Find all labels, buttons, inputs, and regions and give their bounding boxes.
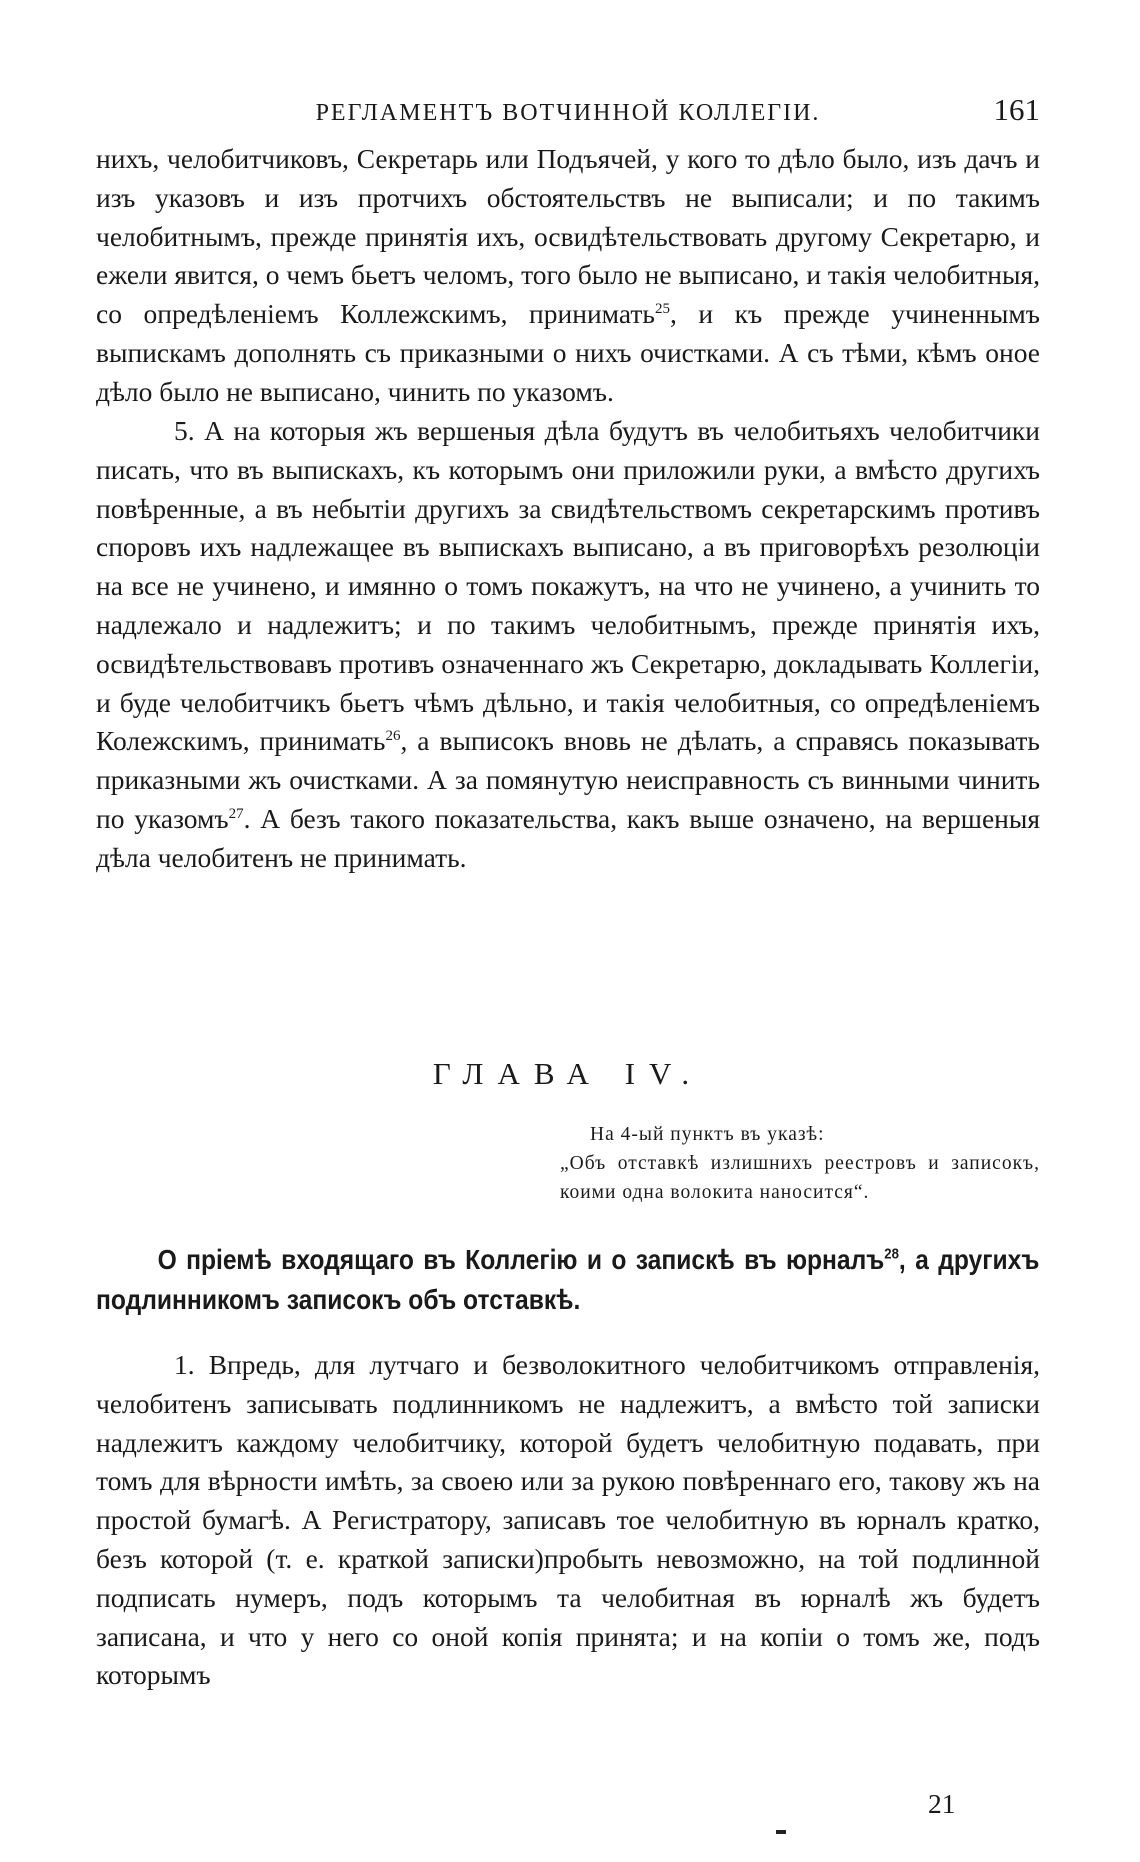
footnote-marker: 26 <box>385 728 401 745</box>
paragraph-text: 1. Впредь, для лутчаго и безволокитного челобитчикомъ отправленія, челобитенъ записывать подлинникомъ не надлежитъ, а вмѣсто той записки надлежитъ каждому челобитчику, которой будетъ челобитную подавать, при томъ для вѣрности имѣть, за своею или за рукою повѣреннаго его, такову жъ на простой бумагѣ. А Регистратору, записавъ тое челобитную въ юрналъ кратко, безъ которой (т. е. краткой записки)пробыть невозможно, на той подлинной подписать нумеръ, подъ которымъ та челобитная въ юрналѣ жъ будетъ записана, и что у него со оной копія принята; и на копіи о томъ же, подъ которымъ <box>96 1349 1040 1691</box>
epigraph-lead: На 4-ый пунктъ въ указѣ: <box>590 1124 825 1145</box>
chapter-title: ГЛАВА IV. <box>432 1056 704 1091</box>
paragraph-text: , и къ прежде учиненнымъ выпискамъ дополнять съ приказными о нихъ очистками. А съ тѣми, кѣмъ оное дѣло было не выписано, чинить по указомъ. <box>96 298 1040 407</box>
printer-signature: 21 <box>928 1788 956 1819</box>
footnote-marker: 27 <box>228 805 244 822</box>
paragraph-text: . А безъ такого показательства, какъ выше означено, на вершеныя дѣла челобитенъ не принимать. <box>96 802 1041 873</box>
epigraph-quote: „Объ отставкѣ излишнихъ реестровъ и записокъ, коими одна волокита наносится“. <box>560 1153 1040 1203</box>
ink-speck <box>776 1830 786 1834</box>
epigraph <box>560 1120 1040 1207</box>
paragraph-item-5 <box>96 412 1040 878</box>
page-number: 161 <box>993 92 1040 127</box>
paragraph-text: нихъ, челобитчиковъ, Секретарь или Подъячей, у кого то дѣло было, изъ дачъ и изъ указовъ и изъ протчихъ обстоятельствъ не выписали; и по такимъ челобитнымъ, прежде принятія ихъ, освидѣтельствовать другому Секретарю, и ежели явится, о чемъ бьетъ челомъ, того было не выписано, и такія челобитныя, со опредѣленіемъ Коллежскимъ, принимать <box>96 143 1040 330</box>
heading-text: О пріемѣ входящаго въ Коллегію и о запискѣ въ юрналъ <box>157 1244 885 1275</box>
paragraph-continuation <box>96 140 1040 412</box>
page-header <box>96 92 1040 132</box>
paragraph-item-1 <box>96 1346 1040 1695</box>
paragraph-text: 5. А на которыя жъ вершеныя дѣла будутъ въ челобитьяхъ челобитчики писать, что въ выпискахъ, къ которымъ они приложили руки, а вмѣсто другихъ повѣренные, а въ небытіи другихъ за свидѣтельствомъ секретарскимъ противъ споровъ ихъ надлежащее въ выпискахъ выписано, а въ приговорѣхъ резолюціи на все не учинено, и имянно о томъ покажутъ, на что не учинено, а учинить то надлежало и надлежитъ; и по такимъ челобитнымъ, прежде принятія ихъ, освидѣтельствовавъ противъ означеннаго жъ Секретарю, докладывать Коллегіи, и буде челобитчикъ бьетъ чѣмъ дѣльно, и такія челобитныя, со опредѣленіемъ Колежскимъ, принимать <box>96 415 1040 757</box>
running-title: РЕГЛАМЕНТЪ ВОТЧИННОЙ КОЛЛЕГІИ. <box>315 100 821 126</box>
heading-text: , а другихъ подлинникомъ записокъ объ отставкѣ. <box>96 1244 1040 1315</box>
paragraph-text: , а выписокъ вновь не дѣлать, а справясь показывать приказными жъ очистками. А за помянутую неисправность съ винными чинить по указомъ <box>96 725 1040 834</box>
footnote-marker: 25 <box>654 301 670 318</box>
footnote-marker: 28 <box>884 1245 899 1263</box>
section-heading <box>96 1240 1039 1320</box>
